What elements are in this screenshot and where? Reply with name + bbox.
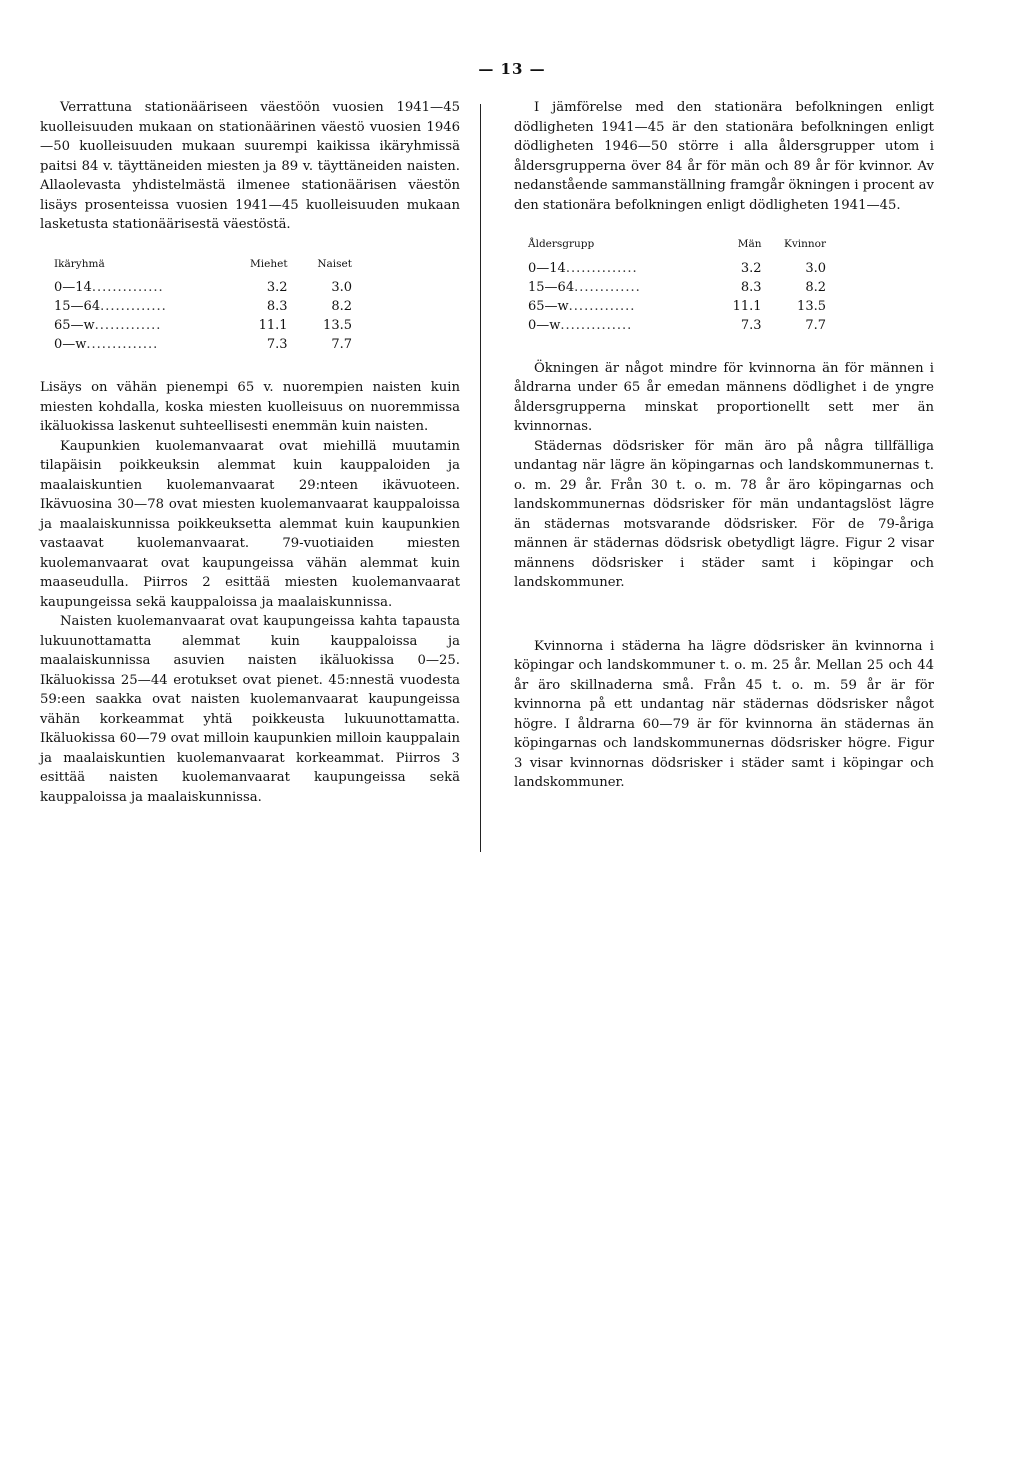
table-row	[54, 335, 354, 354]
table-header-women: Kvinnor	[784, 238, 826, 250]
page-number: — 13 —	[478, 60, 546, 78]
table-cell-men: 7.3	[266, 337, 288, 352]
table-cell-women: 8.2	[805, 279, 826, 295]
table-cell-women: 13.5	[797, 298, 826, 314]
table-cell-women: 3.0	[331, 280, 352, 295]
leader-dots: .............	[94, 318, 162, 333]
table-cell-age-group: 65—w	[528, 298, 569, 314]
leader-dots: ..............	[91, 280, 164, 295]
table-header-row	[54, 255, 354, 279]
left-paragraph-2: Kaupunkien kuolemanvaarat ovat miehillä muutamin tilapäisin poikkeuksin alemmat kuin kauppaloiden ja maalaiskuntien kuolemanvaarat 29:nteen ikävuoteen. Ikävuosina 30—78 ovat miesten kuolemanvaarat kauppaloissa ja maalaiskunnissa poikkeuksetta alemmat kuin kaupunkien vastaavat kuolemanvaarat. 79-vuotiaiden miesten kuolemanvaarat ovat kaupungeissa vähän alemmat kuin maaseudulla. Piirros 2 esittää miesten kuolemanvaarat kaupungeissa sekä kauppaloissa ja maalaiskunnissa.	[40, 438, 460, 610]
table-cell-age-group: 0—w	[528, 317, 561, 333]
table-cell-women: 7.7	[331, 337, 352, 352]
table-header-men: Miehet	[250, 257, 288, 270]
leader-dots: .............	[574, 279, 641, 295]
left-intro-paragraph: Verrattuna stationääriseen väestöön vuosien 1941—45 kuolleisuuden mukaan on stationäärinen väestö vuosien 1946—50 kuolleisuuden mukaan suurempi kaikissa ikäryhmissä paitsi 84 v. täyttäneiden miesten ja 89 v. täyttäneiden naisten. Allaolevasta yhdistelmästä ilmenee stationäärisen väestön lisäys prosenteissa vuosien 1941—45 kuolleisuuden mukaan lasketusta stationäärisestä väestöstä.	[40, 100, 460, 232]
table-cell-men: 8.3	[266, 299, 288, 314]
table-cell-age-group: 15—64	[54, 299, 101, 314]
table-cell-age-group: 0—w	[54, 337, 87, 352]
paragraph-spacer	[514, 593, 934, 637]
right-paragraph-3: Kvinnorna i städerna ha lägre dödsrisker än kvinnorna i köpingar och landskommuner t. o. m. 25 år. Mellan 25 och 44 år äro skillnaderna små. Från 45 t. o. m. 59 år är för kvinnorna på ett undantag när städernas dödsrisker något högre. I åldrarna 60—79 är för kvinnorna än städernas än köpingarnas och landskommunernas dödsrisker högre. Figur 3 visar kvinnornas dödsrisker i städer samt i köpingar och landskommuner.	[514, 638, 934, 790]
left-increase-table	[54, 255, 354, 355]
table-cell-men: 11.1	[258, 318, 288, 333]
table-row	[528, 316, 828, 335]
table-row	[54, 316, 354, 335]
table-cell-men: 11.1	[732, 298, 762, 314]
leader-dots: .............	[100, 299, 167, 314]
table-cell-age-group: 15—64	[528, 279, 575, 295]
leader-dots: ..............	[565, 260, 638, 276]
table-cell-age-group: 0—14	[528, 260, 566, 276]
table-cell-men: 3.2	[266, 280, 288, 295]
table-row	[528, 278, 828, 297]
left-paragraph-3: Naisten kuolemanvaarat ovat kaupungeissa kahta tapausta lukuunottamatta alemmat kuin kauppaloissa ja maalaiskunnissa asuvien naisten ikäluokissa 0—25. Ikäluokissa 25—44 erotukset ovat pienet. 45:nnestä vuodesta 59:een saakka ovat naisten kuolemanvaarat kaupungeissa vähän korkeammat yhtä poikkeusta lukuunottamatta. Ikäluokissa 60—79 ovat milloin kaupunkien milloin kauppalain ja maalaiskuntien kuolemanvaarat korkeammat. Piirros 3 esittää naisten kuolemanvaarat kaupungeissa sekä kauppaloissa ja maalaiskunnissa.	[40, 614, 460, 805]
table-cell-age-group: 0—14	[54, 280, 92, 295]
table-header-row	[528, 235, 828, 259]
leader-dots: .............	[568, 298, 636, 314]
table-cell-men: 3.2	[740, 260, 762, 276]
table-row	[54, 278, 354, 297]
table-cell-women: 8.2	[331, 299, 352, 314]
right-paragraph-2: Städernas dödsrisker för män äro på några tillfälliga undantag när lägre än köpingarnas och landskommunernas t. o. m. 29 år. Från 30 t. o. m. 78 år äro köpingarnas och landskommunernas dödsrisker för män undantagslöst lägre än städernas motsvarande dödsrisker. För de 79-åriga männen är städernas dödsrisk obetydligt lägre. Figur 2 visar männens dödsrisker i städer samt i köpingar och landskommuner.	[514, 438, 934, 590]
right-intro-paragraph: I jämförelse med den stationära befolkningen enligt dödligheten 1941—45 är den stationära befolkningen enligt dödligheten 1946—50 större i alla åldersgrupper utom i åldersgrupperna över 84 år för män och 89 år för kvinnor. Av nedanstående sammanställning framgår ökningen i procent av den stationära befolkningen enligt dödligheten 1941—45.	[514, 100, 934, 213]
left-column	[40, 98, 460, 807]
table-header-age-group: Ikäryhmä	[54, 257, 105, 270]
leader-dots: ..............	[560, 317, 633, 333]
leader-dots: ..............	[86, 337, 159, 352]
right-column	[514, 98, 934, 793]
left-paragraph-1: Lisäys on vähän pienempi 65 v. nuorempien naisten kuin miesten kohdalla, koska miesten kuolleisuus on nuoremmissa ikäluokissa laskenut suhteellisesti enemmän kuin naisten.	[40, 380, 460, 434]
table-cell-men: 8.3	[740, 279, 762, 295]
table-header-men: Män	[737, 238, 762, 250]
table-cell-men: 7.3	[740, 317, 762, 333]
table-cell-women: 7.7	[805, 317, 826, 333]
table-cell-women: 3.0	[805, 260, 826, 276]
column-divider	[480, 104, 481, 852]
table-row	[528, 259, 828, 278]
table-header-age-group: Åldersgrupp	[528, 238, 595, 250]
table-row	[54, 297, 354, 316]
right-increase-table	[528, 235, 828, 335]
right-paragraph-1: Ökningen är något mindre för kvinnorna än för männen i åldrarna under 65 år emedan männens dödlighet i de yngre åldersgrupperna minskat proportionellt sett mer än kvinnornas.	[514, 360, 934, 434]
table-row	[528, 297, 828, 316]
table-cell-age-group: 65—w	[54, 318, 95, 333]
table-header-women: Naiset	[317, 257, 352, 270]
table-cell-women: 13.5	[323, 318, 352, 333]
